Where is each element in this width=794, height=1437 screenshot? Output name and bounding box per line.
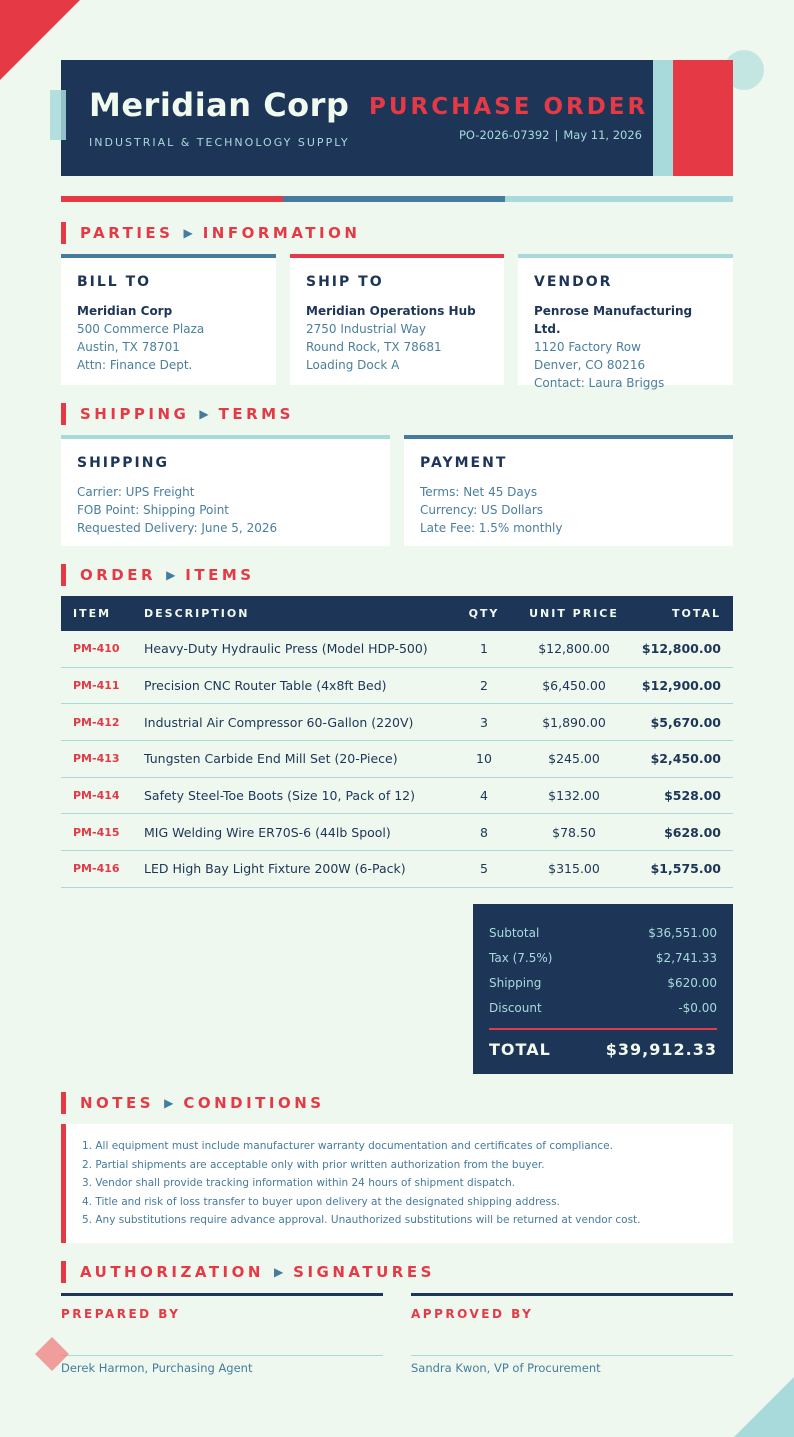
- approved-by-label: APPROVED BY: [411, 1307, 534, 1321]
- bill-to-heading: BILL TO: [77, 274, 152, 290]
- discount-label: Discount: [489, 1000, 542, 1015]
- prepared-by-label: PREPARED BY: [61, 1307, 181, 1321]
- header-accent-block: [673, 60, 733, 176]
- section-marker: [61, 564, 66, 586]
- prepared-by-signature: [61, 1293, 383, 1375]
- section-title-word: AUTHORIZATION: [80, 1263, 264, 1281]
- table-row: [61, 668, 733, 705]
- payment-line: Currency: US Dollars: [420, 503, 544, 517]
- note-item: 1. All equipment must include manufacturer warranty documentation and certificates of compliance.: [82, 1140, 613, 1152]
- payment-heading: PAYMENT: [420, 455, 508, 471]
- approved-by-name: Sandra Kwon, VP of Procurement: [411, 1361, 601, 1375]
- discount-row: [489, 995, 717, 1020]
- vendor-name: Penrose Manufacturing Ltd.: [534, 304, 693, 336]
- item-unit-price: $78.50: [552, 824, 596, 840]
- arrow-icon: ▶: [166, 568, 176, 582]
- company-tagline: INDUSTRIAL & TECHNOLOGY SUPPLY: [89, 136, 350, 149]
- notes-list: [82, 1137, 717, 1230]
- item-qty: 5: [480, 861, 488, 877]
- item-qty: 8: [480, 824, 488, 840]
- bill-to-card: [61, 254, 276, 385]
- item-code: PM-413: [73, 752, 120, 766]
- note-item: 5. Any substitutions require advance approval. Unauthorized substitutions will be returned at vendor cost.: [82, 1214, 641, 1227]
- item-total: $5,670.00: [650, 714, 721, 730]
- header-description: DESCRIPTION: [144, 607, 250, 620]
- table-row: [61, 851, 733, 888]
- item-qty: 10: [476, 751, 492, 767]
- vendor-heading: VENDOR: [534, 274, 613, 290]
- note-item: 3. Vendor shall provide tracking information within 24 hours of shipment dispatch.: [82, 1177, 516, 1190]
- section-title-shipping-terms: [61, 403, 294, 425]
- payment-line: Late Fee: 1.5% monthly: [420, 521, 563, 535]
- section-title-word: ORDER: [80, 566, 157, 584]
- item-description: Tungsten Carbide End Mill Set (20-Piece): [144, 751, 398, 767]
- bill-to-line: Attn: Finance Dept.: [77, 358, 193, 372]
- signature-line: [411, 1355, 733, 1356]
- section-title-word: CONDITIONS: [183, 1094, 325, 1112]
- item-unit-price: $12,800.00: [538, 641, 610, 657]
- divider-bar-steel: [283, 196, 505, 202]
- section-marker: [61, 222, 66, 244]
- arrow-icon: ▶: [183, 226, 193, 240]
- meta-separator: |: [554, 128, 559, 142]
- section-marker: [61, 1092, 66, 1114]
- bill-to-line: 500 Commerce Plaza: [77, 322, 205, 336]
- ship-to-name: Meridian Operations Hub: [306, 304, 476, 318]
- section-title-word: ITEMS: [185, 566, 255, 584]
- section-title-order-items: [61, 564, 255, 586]
- prepared-by-name: Derek Harmon, Purchasing Agent: [61, 1361, 253, 1375]
- ship-to-line: Loading Dock A: [306, 358, 400, 372]
- item-description: Safety Steel-Toe Boots (Size 10, Pack of 12): [144, 788, 415, 804]
- notes-box: [61, 1124, 733, 1243]
- header-item: ITEM: [73, 607, 112, 620]
- item-qty: 4: [480, 788, 488, 804]
- item-description: LED High Bay Light Fixture 200W (6-Pack): [144, 861, 406, 877]
- section-title-parties: [61, 222, 360, 244]
- note-item: 2. Partial shipments are acceptable only with prior written authorization from the buyer.: [82, 1158, 545, 1171]
- payment-card: [404, 435, 733, 546]
- subtotal-label: Subtotal: [489, 925, 540, 940]
- header-accent-strip: [653, 60, 673, 176]
- vendor-line: Contact: Laura Briggs: [534, 376, 665, 390]
- item-total: $2,450.00: [650, 751, 721, 767]
- bill-to-line: Austin, TX 78701: [77, 340, 180, 354]
- shipping-heading: SHIPPING: [77, 455, 169, 471]
- grand-total-row: [489, 1040, 717, 1059]
- table-row: [61, 778, 733, 815]
- item-total: $528.00: [664, 788, 721, 804]
- item-total: $12,900.00: [641, 678, 721, 694]
- po-number: PO-2026-07392: [459, 128, 550, 142]
- divider-bar-aqua: [505, 196, 733, 202]
- po-date: May 11, 2026: [563, 128, 642, 142]
- document-meta: [459, 128, 642, 142]
- vendor-line: 1120 Factory Row: [534, 340, 641, 354]
- divider-bar-red: [61, 196, 283, 202]
- item-qty: 3: [480, 714, 488, 730]
- section-title-notes: [61, 1092, 325, 1114]
- item-unit-price: $1,890.00: [542, 714, 606, 730]
- shipping-line: Requested Delivery: June 5, 2026: [77, 521, 278, 535]
- ship-to-card: [290, 254, 504, 385]
- grand-total-value: $39,912.33: [605, 1040, 717, 1059]
- shipping-label: Shipping: [489, 975, 542, 990]
- section-title-word: PARTIES: [80, 224, 174, 242]
- note-item: 4. Title and risk of loss transfer to buyer upon delivery at the designated shipping address.: [82, 1195, 560, 1208]
- shipping-row: [489, 970, 717, 995]
- shipping-card: [61, 435, 390, 546]
- section-marker: [61, 1261, 66, 1283]
- item-code: PM-410: [73, 642, 120, 656]
- shipping-line: FOB Point: Shipping Point: [77, 503, 230, 517]
- company-name: Meridian Corp: [89, 86, 350, 124]
- grand-total-label: TOTAL: [489, 1040, 551, 1059]
- item-total: $12,800.00: [641, 641, 721, 657]
- item-description: Heavy-Duty Hydraulic Press (Model HDP-500): [144, 641, 428, 657]
- subtotal-value: $36,551.00: [648, 925, 717, 940]
- arrow-icon: ▶: [273, 1265, 284, 1279]
- section-title-word: SIGNATURES: [293, 1263, 435, 1281]
- item-unit-price: $315.00: [548, 861, 600, 877]
- vendor-card: [518, 254, 733, 390]
- document-title: PURCHASE ORDER: [369, 94, 649, 120]
- header-qty: QTY: [468, 607, 500, 620]
- item-qty: 2: [480, 678, 488, 694]
- bill-to-name: Meridian Corp: [77, 304, 173, 318]
- table-row: [61, 741, 733, 778]
- ship-to-heading: SHIP TO: [306, 274, 384, 290]
- section-title-word: INFORMATION: [202, 224, 361, 242]
- section-title-authorization: [61, 1261, 435, 1283]
- item-description: Precision CNC Router Table (4x8ft Bed): [144, 678, 387, 694]
- corner-triangle-decoration-bottom: [734, 1377, 794, 1437]
- shipping-value: $620.00: [667, 975, 717, 990]
- discount-value: -$0.00: [678, 1000, 717, 1015]
- order-items-table: [61, 596, 733, 888]
- arrow-icon: ▶: [199, 407, 209, 421]
- header-unit-price: UNIT PRICE: [529, 607, 619, 620]
- totals-divider: [489, 1028, 717, 1030]
- section-title-word: SHIPPING: [80, 405, 190, 423]
- totals-box: [473, 904, 733, 1074]
- item-code: PM-414: [73, 789, 120, 803]
- payment-line: Terms: Net 45 Days: [420, 485, 538, 499]
- item-description: MIG Welding Wire ER70S-6 (44lb Spool): [144, 824, 391, 840]
- item-total: $628.00: [664, 824, 721, 840]
- item-code: PM-416: [73, 862, 120, 876]
- item-code: PM-415: [73, 825, 120, 839]
- header-side-accent: [50, 90, 66, 140]
- item-unit-price: $6,450.00: [542, 678, 606, 694]
- shipping-line: Carrier: UPS Freight: [77, 485, 195, 499]
- item-code: PM-411: [73, 679, 120, 693]
- subtotal-row: [489, 920, 717, 945]
- tax-label: Tax (7.5%): [489, 950, 553, 965]
- ship-to-line: 2750 Industrial Way: [306, 322, 426, 336]
- table-row: [61, 631, 733, 668]
- tax-row: [489, 945, 717, 970]
- arrow-icon: ▶: [164, 1096, 174, 1110]
- section-title-word: TERMS: [218, 405, 294, 423]
- section-marker: [61, 403, 66, 425]
- approved-by-signature: [411, 1293, 733, 1375]
- table-row: [61, 704, 733, 741]
- tax-value: $2,741.33: [655, 950, 717, 965]
- vendor-line: Denver, CO 80216: [534, 358, 646, 372]
- item-code: PM-412: [73, 715, 120, 729]
- item-unit-price: $132.00: [548, 788, 600, 804]
- header-total: TOTAL: [671, 607, 721, 620]
- item-unit-price: $245.00: [548, 751, 600, 767]
- table-row: [61, 814, 733, 851]
- ship-to-line: Round Rock, TX 78681: [306, 340, 442, 354]
- table-header: [61, 596, 733, 631]
- item-qty: 1: [480, 641, 488, 657]
- signature-line: [61, 1355, 383, 1356]
- item-total: $1,575.00: [650, 861, 721, 877]
- item-description: Industrial Air Compressor 60-Gallon (220V): [144, 714, 414, 730]
- section-title-word: NOTES: [80, 1094, 155, 1112]
